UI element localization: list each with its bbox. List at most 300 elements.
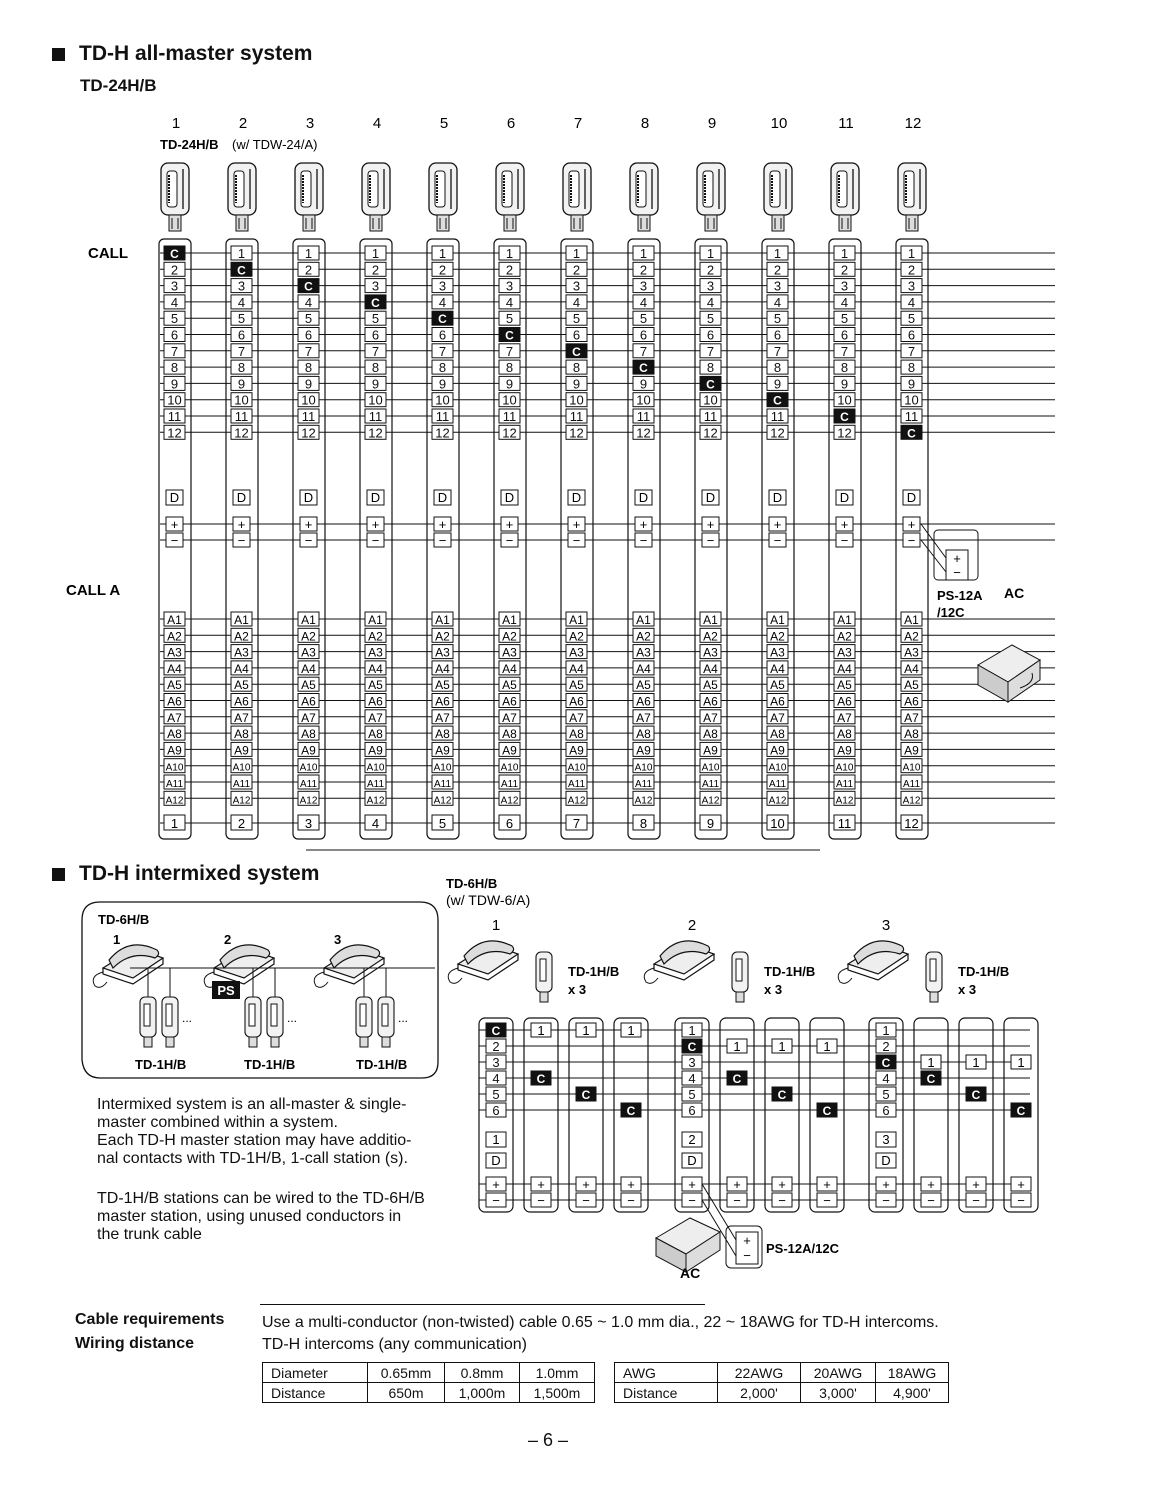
plus-terminal-label: + (304, 517, 313, 532)
plus-terminal-label: + (492, 1177, 500, 1192)
handset-icon (228, 163, 256, 231)
terminal-label: 4 (572, 294, 581, 310)
a-terminal-label: A11 (433, 779, 452, 790)
terminal-label: 11 (167, 409, 182, 424)
terminal-label: 1 (438, 246, 447, 261)
station-number: 11 (838, 115, 854, 132)
a-terminal-label: A8 (301, 727, 316, 742)
station-number-terminal-label: 5 (438, 816, 447, 831)
terminal-label: 3 (773, 278, 782, 294)
terminal-label: 11 (502, 409, 517, 424)
sub-label: TD-1H/B (568, 964, 620, 979)
terminal-label: 2 (505, 262, 514, 278)
a-terminal-label: A6 (435, 694, 450, 709)
terminal-label: 7 (371, 343, 380, 359)
distance-table-awg (614, 1362, 949, 1403)
station-number-terminal-label: 7 (572, 816, 581, 831)
a-terminal-label: A7 (502, 710, 517, 725)
terminal-label: 2 (371, 262, 380, 278)
a-terminal-label: A2 (904, 629, 919, 644)
minus-terminal-label: − (304, 533, 313, 548)
terminal-label: 10 (569, 392, 584, 408)
ps-plus-label: + (743, 1233, 751, 1248)
station-number-terminal-label: 2 (237, 816, 246, 831)
plus-terminal-label: + (582, 1177, 590, 1192)
terminal-label: 7 (706, 343, 715, 359)
terminal-label: 8 (371, 360, 380, 376)
terminal-label: 3 (688, 1055, 696, 1070)
group-number: 1 (491, 917, 501, 934)
terminal-label: C (881, 1056, 891, 1070)
station-number: 2 (238, 115, 248, 132)
minus-terminal-label: − (371, 533, 380, 548)
sub-label: TD-1H/B (764, 964, 816, 979)
terminal-label: 7 (237, 343, 246, 359)
sub-label: TD-1H/B (958, 964, 1010, 979)
terminal-label: 6 (572, 327, 581, 343)
terminal-label: C (237, 263, 246, 278)
table-cell: 1.0mm (520, 1363, 595, 1383)
a-terminal-label: A8 (636, 727, 651, 742)
terminal-label: 2 (773, 262, 782, 278)
desk-phone-icon (644, 941, 714, 983)
sub-qty: x 3 (764, 982, 783, 997)
terminal-label: 1 (773, 246, 782, 261)
terminal-label: 1 (304, 246, 313, 261)
a-terminal-label: A10 (366, 762, 385, 774)
terminal-label: 6 (371, 327, 380, 343)
terminal-label: C (840, 410, 849, 424)
intermixed-description: Intermixed system is an all-master & single- master combined within a system. Each TD-H master station may have additio- nal contacts with TD-1H/B, 1-call station (s). (97, 1096, 412, 1167)
minus-terminal-label: − (840, 533, 849, 548)
terminal-label: 11 (368, 409, 383, 424)
all-master-wiring-diagram (0, 100, 1164, 860)
a-terminal-label: A7 (167, 710, 182, 725)
terminal-label: C (773, 393, 782, 408)
terminal-label: C (687, 1040, 697, 1054)
terminal-label: 4 (882, 1071, 890, 1086)
station-number-terminal-label: 10 (770, 816, 785, 831)
a-terminal-label: A8 (837, 727, 852, 742)
a-terminal-label: A10 (902, 762, 921, 774)
sub-call-label: C (536, 1072, 546, 1086)
a-terminal-label: A4 (167, 661, 182, 676)
terminal-label: 6 (492, 1103, 500, 1118)
terminal-label: 12 (167, 425, 182, 441)
a-terminal-label: A12 (232, 795, 251, 807)
minus-terminal-label: − (706, 533, 715, 548)
station-number-terminal-label: 12 (904, 816, 919, 831)
a-terminal-label: A8 (502, 727, 517, 742)
inset-number: 3 (334, 932, 342, 947)
a-terminal-label: A9 (837, 743, 852, 758)
terminal-label: 12 (368, 425, 383, 441)
a-terminal-label: A8 (569, 727, 584, 742)
a-terminal-label: A6 (301, 694, 316, 709)
sub-call-label: C (581, 1088, 591, 1102)
d-terminal-label: D (638, 490, 649, 505)
table-cell: 3,000' (801, 1383, 876, 1403)
terminal-label: 1 (706, 246, 715, 261)
plus-terminal-label: + (882, 1177, 890, 1192)
a-terminal-label: A11 (500, 779, 519, 790)
terminal-label: 1 (840, 246, 849, 261)
sub-station-icon (356, 997, 394, 1047)
a-terminal-label: A12 (902, 795, 921, 807)
a-terminal-label: A4 (904, 661, 919, 676)
terminal-label: 9 (170, 376, 179, 392)
terminal-label: 5 (706, 311, 715, 327)
terminal-label: 9 (840, 376, 849, 392)
a-terminal-label: A4 (837, 661, 852, 676)
terminal-label: 4 (688, 1071, 696, 1086)
terminal-label: 11 (435, 409, 450, 424)
a-terminal-label: A5 (167, 678, 182, 693)
terminal-label: 7 (304, 343, 313, 359)
sub-station-icon (732, 952, 748, 1002)
call-a-label: CALL A (66, 582, 121, 599)
d-terminal-label: D (705, 490, 716, 505)
terminal-label: 7 (907, 343, 916, 359)
terminal-label: 6 (304, 327, 313, 343)
sub-station-icon (140, 997, 178, 1047)
station-number: 6 (506, 115, 516, 132)
d-terminal-label: D (772, 490, 783, 505)
a-terminal-label: A4 (703, 661, 718, 676)
terminal-label: 2 (438, 262, 447, 278)
terminal-label: 4 (840, 294, 849, 310)
a-terminal-label: A1 (234, 613, 249, 627)
a-terminal-label: A8 (904, 727, 919, 742)
a-terminal-label: A6 (234, 694, 249, 709)
table-cell: 0.8mm (445, 1363, 520, 1383)
terminal-label: 10 (435, 392, 450, 408)
table-cell: Diameter (263, 1363, 368, 1383)
a-terminal-label: A2 (770, 629, 785, 644)
bullet-square-icon (52, 48, 65, 61)
d-terminal-label: D (303, 490, 314, 505)
a-terminal-label: A1 (636, 613, 651, 627)
a-terminal-label: A6 (569, 694, 584, 709)
a-terminal-label: A6 (703, 694, 718, 709)
terminal-label: 6 (907, 327, 916, 343)
minus-terminal-label: − (773, 533, 782, 548)
right-title: TD-6H/B (446, 876, 498, 891)
table-row (615, 1383, 949, 1403)
terminal-label: 9 (773, 376, 782, 392)
minus-terminal-label: − (972, 1193, 980, 1208)
terminal-label: 12 (837, 425, 852, 441)
a-terminal-label: A11 (299, 779, 318, 790)
terminal-label: 10 (837, 392, 852, 408)
a-terminal-label: A11 (567, 779, 586, 790)
section2-title: TD-H intermixed system (52, 862, 319, 886)
terminal-label: 4 (170, 294, 179, 310)
a-terminal-label: A7 (301, 710, 316, 725)
terminal-label: C (491, 1024, 501, 1038)
a-terminal-label: A4 (435, 661, 450, 676)
a-terminal-label: A7 (368, 710, 383, 725)
a-terminal-label: A5 (837, 678, 852, 693)
minus-terminal-label: − (778, 1193, 786, 1208)
terminal-label: 7 (773, 343, 782, 359)
a-terminal-label: A5 (301, 678, 316, 693)
terminal-label: 7 (505, 343, 514, 359)
terminal-label: 5 (304, 311, 313, 327)
plus-terminal-label: + (823, 1177, 831, 1192)
cable-requirements-text: Use a multi-conductor (non-twisted) cable 0.65 ~ 1.0 mm dia., 22 ~ 18AWG for TD-H intercoms. (262, 1314, 939, 1331)
inset-number: 2 (224, 932, 232, 947)
a-terminal-label: A8 (703, 727, 718, 742)
terminal-label: 11 (569, 409, 584, 424)
terminal-label: 3 (371, 278, 380, 294)
minus-terminal-label: − (438, 533, 447, 548)
sub-call-label: C (822, 1104, 832, 1118)
d-terminal-label: D (687, 1153, 697, 1168)
terminal-label: 5 (572, 311, 581, 327)
a-terminal-label: A7 (636, 710, 651, 725)
terminal-label: 5 (371, 311, 380, 327)
terminal-label: 3 (840, 278, 849, 294)
a-terminal-label: A12 (433, 795, 452, 807)
plus-terminal-label: + (706, 517, 715, 532)
a-terminal-label: A2 (569, 629, 584, 644)
a-terminal-label: A10 (835, 762, 854, 774)
plus-terminal-label: + (639, 517, 648, 532)
plus-terminal-label: + (927, 1177, 935, 1192)
a-terminal-label: A12 (500, 795, 519, 807)
terminal-label: 5 (773, 311, 782, 327)
handset-icon (496, 163, 524, 231)
master-number-label: 1 (492, 1132, 500, 1147)
power-supply-icon (978, 645, 1040, 702)
d-terminal-label: D (437, 490, 448, 505)
terminal-label: 6 (639, 327, 648, 343)
a-terminal-label: A7 (837, 710, 852, 725)
minus-terminal-label: − (537, 1193, 545, 1208)
sub-call-label: C (926, 1072, 936, 1086)
terminal-label: 1 (572, 246, 581, 261)
table-cell: Distance (615, 1383, 718, 1403)
terminal-label: 6 (840, 327, 849, 343)
table-row (263, 1363, 595, 1383)
a-terminal-label: A7 (904, 710, 919, 725)
terminal-label: 7 (639, 343, 648, 359)
a-terminal-label: A9 (636, 743, 651, 758)
terminal-label: 5 (237, 311, 246, 327)
terminal-label: C (572, 344, 581, 359)
terminal-label: 1 (505, 246, 514, 261)
table-cell: Distance (263, 1383, 368, 1403)
handset-icon (898, 163, 926, 231)
minus-terminal-label: − (882, 1193, 890, 1208)
terminal-label: C (505, 328, 514, 343)
a-terminal-label: A2 (502, 629, 517, 644)
a-terminal-label: A3 (837, 645, 852, 660)
a-terminal-label: A7 (435, 710, 450, 725)
table-row (263, 1383, 595, 1403)
a-terminal-label: A5 (234, 678, 249, 693)
sub-station-icon (245, 997, 283, 1047)
group-number: 2 (687, 917, 697, 934)
terminal-label: C (907, 426, 916, 441)
plus-terminal-label: + (537, 1177, 545, 1192)
terminal-label: 9 (304, 376, 313, 392)
terminal-label: 6 (237, 327, 246, 343)
terminal-label: 4 (639, 294, 648, 310)
terminal-label: 9 (907, 376, 916, 392)
a-terminal-label: A8 (435, 727, 450, 742)
terminal-label: 6 (170, 327, 179, 343)
minus-terminal-label: − (237, 533, 246, 548)
a-terminal-label: A10 (567, 762, 586, 774)
distance-table-mm (262, 1362, 595, 1403)
a-terminal-label: A5 (703, 678, 718, 693)
terminal-label: 10 (636, 392, 651, 408)
terminal-label: 2 (882, 1039, 890, 1054)
sub-call-label: C (971, 1088, 981, 1102)
a-terminal-label: A12 (165, 795, 184, 807)
model-label: TD-24H/B (160, 137, 219, 152)
a-terminal-label: A1 (368, 613, 383, 627)
d-terminal-label: D (169, 490, 180, 505)
terminal-label: 2 (907, 262, 916, 278)
table-row (615, 1363, 949, 1383)
terminal-label: 4 (304, 294, 313, 310)
a-terminal-label: A11 (768, 779, 787, 790)
call-label: CALL (88, 245, 128, 262)
terminal-label: 2 (840, 262, 849, 278)
terminal-label: 4 (706, 294, 715, 310)
terminal-label: 2 (170, 262, 179, 278)
minus-terminal-label: − (492, 1193, 500, 1208)
wiring-distance-label: Wiring distance (75, 1335, 194, 1352)
terminal-label: 6 (688, 1103, 696, 1118)
terminal-label: 7 (170, 343, 179, 359)
handset-icon (831, 163, 859, 231)
sub-terminal-label: 1 (972, 1055, 980, 1070)
terminal-label: 8 (237, 360, 246, 376)
terminal-label: 10 (167, 392, 182, 408)
a-terminal-label: A6 (770, 694, 785, 709)
minus-terminal-label: − (505, 533, 514, 548)
cable-requirements-label: Cable requirements (75, 1311, 225, 1328)
plus-terminal-label: + (438, 517, 447, 532)
a-terminal-label: A6 (368, 694, 383, 709)
d-terminal-label: D (881, 1153, 891, 1168)
ps-minus-label: − (743, 1248, 751, 1263)
plus-terminal-label: + (907, 517, 916, 532)
handset-icon (697, 163, 725, 231)
terminal-label: 12 (569, 425, 584, 441)
a-terminal-label: A11 (902, 779, 921, 790)
a-terminal-label: A1 (770, 613, 785, 627)
a-terminal-label: A1 (569, 613, 584, 627)
d-terminal-label: D (491, 1153, 501, 1168)
terminal-label: C (371, 295, 380, 310)
plus-terminal-label: + (371, 517, 380, 532)
table-cell: 20AWG (801, 1363, 876, 1383)
terminal-label: 11 (904, 409, 919, 424)
group-number: 3 (881, 917, 891, 934)
master-number-label: 3 (882, 1132, 890, 1147)
a-terminal-label: A4 (301, 661, 316, 676)
terminal-label: 3 (492, 1055, 500, 1070)
inset-sub-label: TD-1H/B (135, 1057, 187, 1072)
a-terminal-label: A1 (435, 613, 450, 627)
station-number: 1 (171, 115, 181, 132)
sub-call-label: C (732, 1072, 742, 1086)
sub-terminal-label: 1 (582, 1023, 590, 1038)
a-terminal-label: A10 (232, 762, 251, 774)
a-terminal-label: A10 (634, 762, 653, 774)
a-terminal-label: A12 (366, 795, 385, 807)
sub-terminal-label: 1 (1017, 1055, 1025, 1070)
station-number: 4 (372, 115, 382, 132)
a-terminal-label: A4 (234, 661, 249, 676)
minus-terminal-label: − (627, 1193, 635, 1208)
inset-sub-label: TD-1H/B (356, 1057, 408, 1072)
table-cell: 22AWG (718, 1363, 801, 1383)
terminal-label: 4 (505, 294, 514, 310)
desk-phone-icon (93, 945, 163, 987)
inset-title: TD-6H/B (98, 912, 150, 927)
a-terminal-label: A1 (301, 613, 316, 627)
terminal-label: 2 (572, 262, 581, 278)
a-terminal-label: A10 (433, 762, 452, 774)
plus-terminal-label: + (972, 1177, 980, 1192)
terminal-label: 11 (234, 409, 249, 424)
a-terminal-label: A1 (703, 613, 718, 627)
a-terminal-label: A1 (502, 613, 517, 627)
plus-terminal-label: + (733, 1177, 741, 1192)
terminal-label: 8 (773, 360, 782, 376)
ellipsis: ... (182, 1011, 193, 1025)
minus-terminal-label: − (733, 1193, 741, 1208)
d-terminal-label: D (906, 490, 917, 505)
ac-label: AC (680, 1265, 701, 1281)
table-cell: AWG (615, 1363, 718, 1383)
table-cell: 18AWG (876, 1363, 949, 1383)
minus-terminal-label: − (170, 533, 179, 548)
plus-terminal-label: + (840, 517, 849, 532)
desk-phone-icon (314, 945, 384, 987)
sub-terminal-label: 1 (733, 1039, 741, 1054)
sub-call-label: C (777, 1088, 787, 1102)
sub-terminal-label: 1 (823, 1039, 831, 1054)
ps-plus-label: + (953, 551, 961, 566)
terminal-label: 6 (706, 327, 715, 343)
a-terminal-label: A8 (770, 727, 785, 742)
a-terminal-label: A3 (502, 645, 517, 660)
wiring-note: TD-1H/B stations can be wired to the TD-6H/B master station, using unused conductors in the trunk cable (97, 1190, 425, 1243)
a-terminal-label: A2 (234, 629, 249, 644)
terminal-label: 4 (438, 294, 447, 310)
sub-qty: x 3 (568, 982, 587, 997)
a-terminal-label: A3 (770, 645, 785, 660)
a-terminal-label: A9 (904, 743, 919, 758)
minus-terminal-label: − (639, 533, 648, 548)
table-cell: 2,000' (718, 1383, 801, 1403)
a-terminal-label: A8 (368, 727, 383, 742)
handset-icon (764, 163, 792, 231)
terminal-label: 6 (773, 327, 782, 343)
desk-phone-icon (838, 941, 908, 983)
terminal-label: 12 (435, 425, 450, 441)
a-terminal-label: A6 (167, 694, 182, 709)
plus-terminal-label: + (773, 517, 782, 532)
terminal-label: 4 (907, 294, 916, 310)
